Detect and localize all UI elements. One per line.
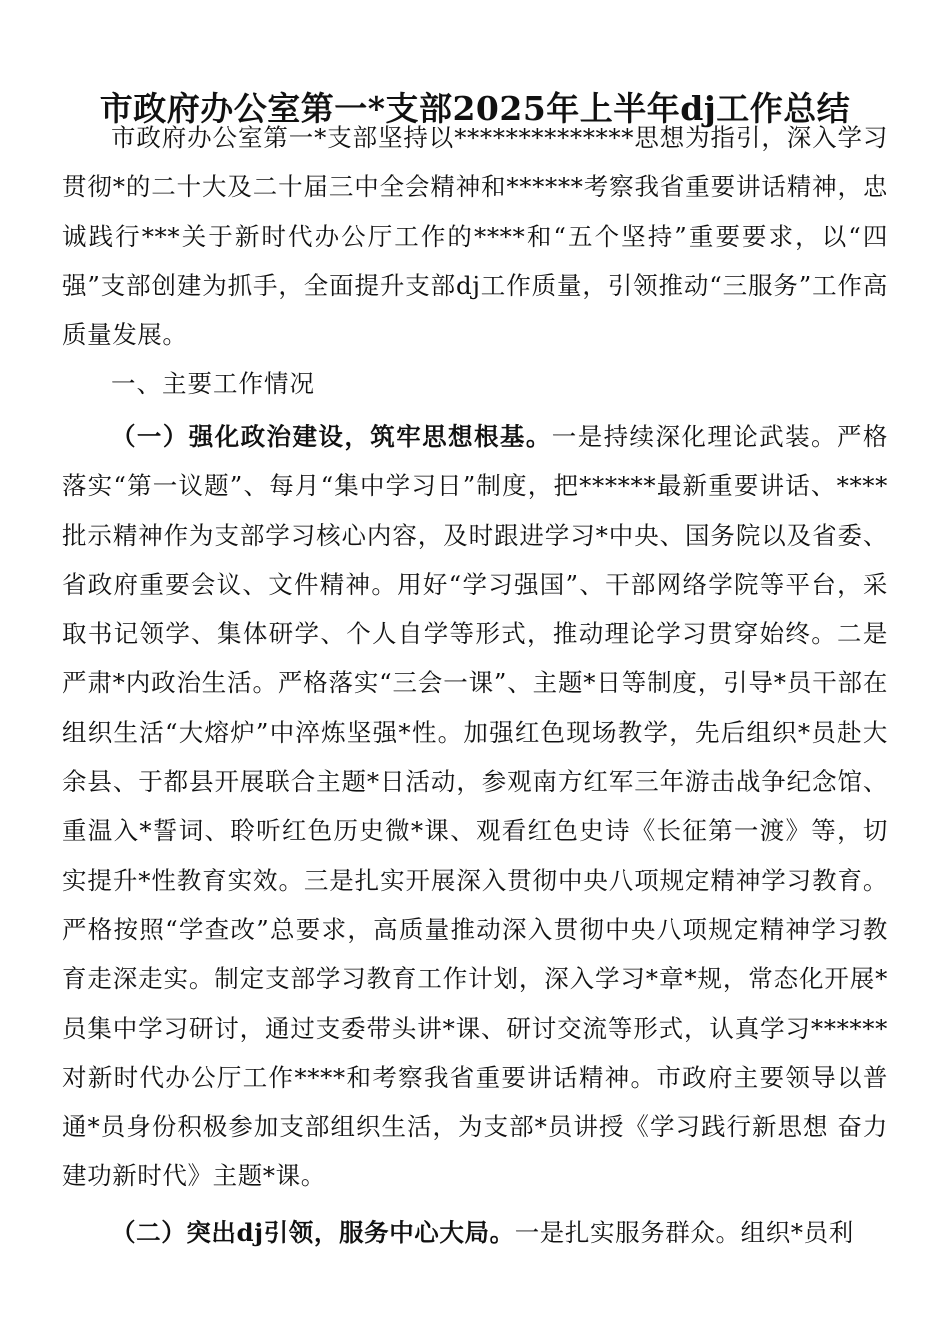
section-heading: 一、主要工作情况 — [111, 369, 315, 398]
document-title: 市政府办公室第一*支部2025年上半年dj工作总结 — [99, 89, 851, 129]
subsection-paragraph-1 — [62, 412, 888, 1201]
subsection-text-1: 一是持续深化理论武装。严格落实“第一议题”、每月“集中学习日”制度，把******最新重要讲话、****批示精神作为支部学习核心内容，及时跟进学习*中央、国务院以及省委、省政府重要会议、文件精神。用好“学习强国”、干部网络学院等平台，采取书记领学、集体研学、个人自学等形式，推动理论学习贯穿始终。二是严肃*内政治生活。严格落实“三会一课”、主题*日等制度，引导*员干部在组织生活“大熔炉”中淬炼坚强*性。加强红色现场教学，先后组织*员赴大余县、于都县开展联合主题*日活动，参观南方红军三年游击战争纪念馆、重温入*誓词、聆听红色历史微*课、观看红色史诗《长征第一渡》等，切实提升*性教育实效。三是扎实开展深入贯彻中央八项规定精神学习教育。严格按照“学查改”总要求，高质量推动深入贯彻中央八项规定精神学习教育走深走实。制定支部学习教育工作计划，深入学习*章*规，常态化开展*员集中学习研讨，通过支委带头讲*课、研讨交流等形式，认真学习******对新时代办公厅工作****和考察我省重要讲话精神。市政府主要领导以普通*员身份积极参加支部组织生活，为支部*员讲授《学习践行新思想 奋力建功新时代》主题*课。 — [62, 422, 888, 1191]
subsection-text-2: 一是扎实服务群众。组织*员利 — [514, 1218, 854, 1247]
subsection-lead-1: （一）强化政治建设，筑牢思想根基。 — [111, 422, 552, 451]
subsection-lead-2: （二）突出dj引领，服务中心大局。 — [111, 1218, 515, 1247]
subsection-paragraph-2 — [62, 1208, 888, 1257]
intro-paragraph: 市政府办公室第一*支部坚持以**************思想为指引，深入学习贯彻*的二十大及二十届三中全会精神和******考察我省重要讲话精神，忠诚践行***关于新时代办公厅工作的****和“五个坚持”重要要求，以“四强”支部创建为抓手，全面提升支部dj工作质量，引领推动“三服务”工作高质量发展。 — [62, 123, 888, 350]
